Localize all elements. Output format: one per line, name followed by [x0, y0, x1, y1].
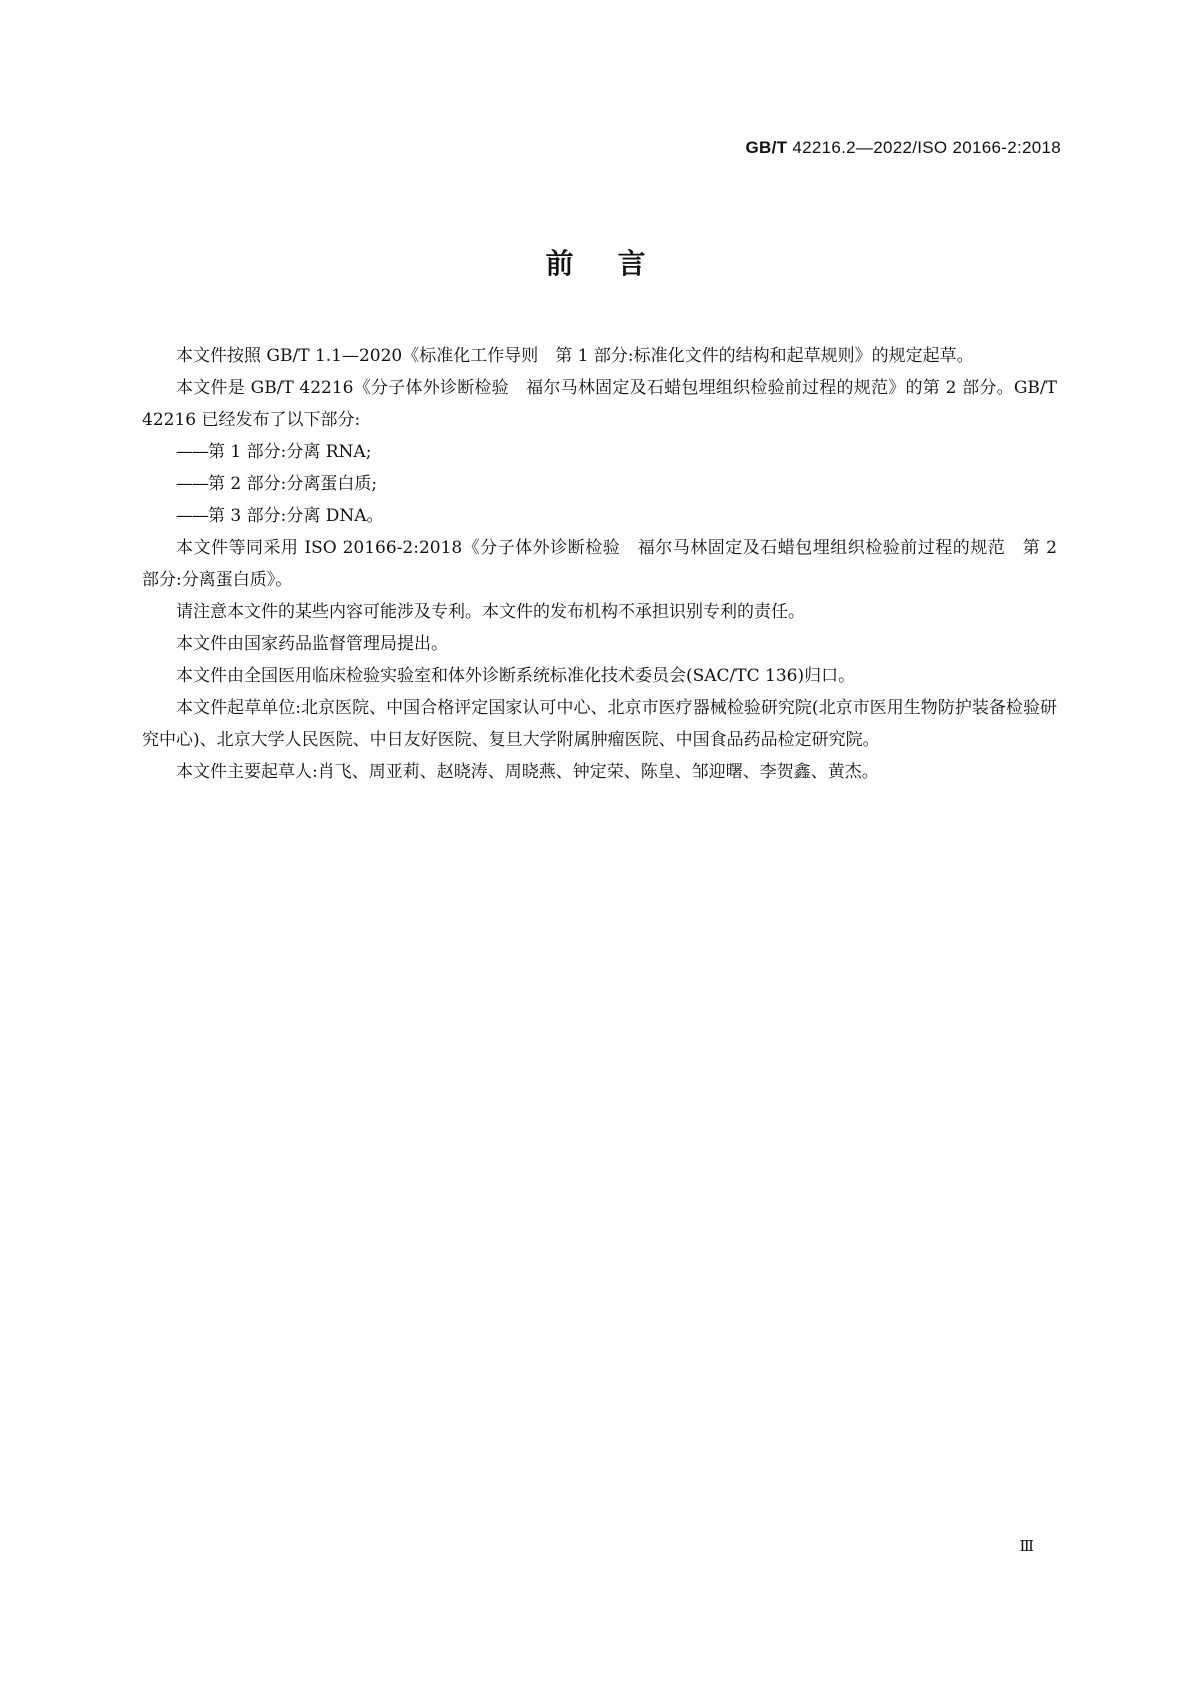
document-number: [746, 138, 1061, 158]
page-title: 前言: [545, 247, 690, 280]
page-number: Ⅲ: [1019, 1537, 1034, 1555]
preface-body: [142, 340, 1057, 788]
list-dash: ——: [176, 442, 208, 462]
list-item-text: 第 1 部分:分离 RNA;: [208, 442, 372, 462]
list-dash: ——: [176, 506, 208, 526]
document-number-rest: 42216.2—2022/ISO 20166-2:2018: [787, 138, 1061, 157]
paragraph-committee: 本文件由全国医用临床检验实验室和体外诊断系统标准化技术委员会(SAC/TC 136)归口。: [176, 666, 856, 686]
paragraph-series-info: 本文件是 GB/T 42216《分子体外诊断检验 福尔马林固定及石蜡包埋组织检验前过程的规范》的第 2 部分。GB/T 42216 已经发布了以下部分:: [142, 378, 1057, 430]
paragraph-proposer: 本文件由国家药品监督管理局提出。: [176, 634, 448, 654]
paragraph-drafting-rules: 本文件按照 GB/T 1.1—2020《标准化工作导则 第 1 部分:标准化文件的结构和起草规则》的规定起草。: [176, 346, 974, 366]
list-item: [142, 500, 1057, 532]
list-item: [142, 436, 1057, 468]
paragraph-drafters: 本文件主要起草人:肖飞、周亚莉、赵晓涛、周晓燕、钟定荣、陈皇、邹迎曙、李贺鑫、黄杰。: [176, 762, 879, 782]
list-item: [142, 468, 1057, 500]
list-item-text: 第 3 部分:分离 DNA。: [208, 506, 384, 526]
document-number-prefix: GB/T: [745, 138, 788, 157]
paragraph-equivalence: 本文件等同采用 ISO 20166-2:2018《分子体外诊断检验 福尔马林固定及石蜡包埋组织检验前过程的规范 第 2 部分:分离蛋白质》。: [142, 538, 1057, 590]
paragraph-patent-notice: 请注意本文件的某些内容可能涉及专利。本文件的发布机构不承担识别专利的责任。: [176, 602, 805, 622]
list-item-text: 第 2 部分:分离蛋白质;: [208, 474, 378, 494]
paragraph-drafting-units: 本文件起草单位:北京医院、中国合格评定国家认可中心、北京市医疗器械检验研究院(北京市医用生物防护装备检验研究中心)、北京大学人民医院、中日友好医院、复旦大学附属肿瘤医院、中国食品药品检定研究院。: [142, 698, 1057, 750]
list-dash: ——: [176, 474, 208, 494]
